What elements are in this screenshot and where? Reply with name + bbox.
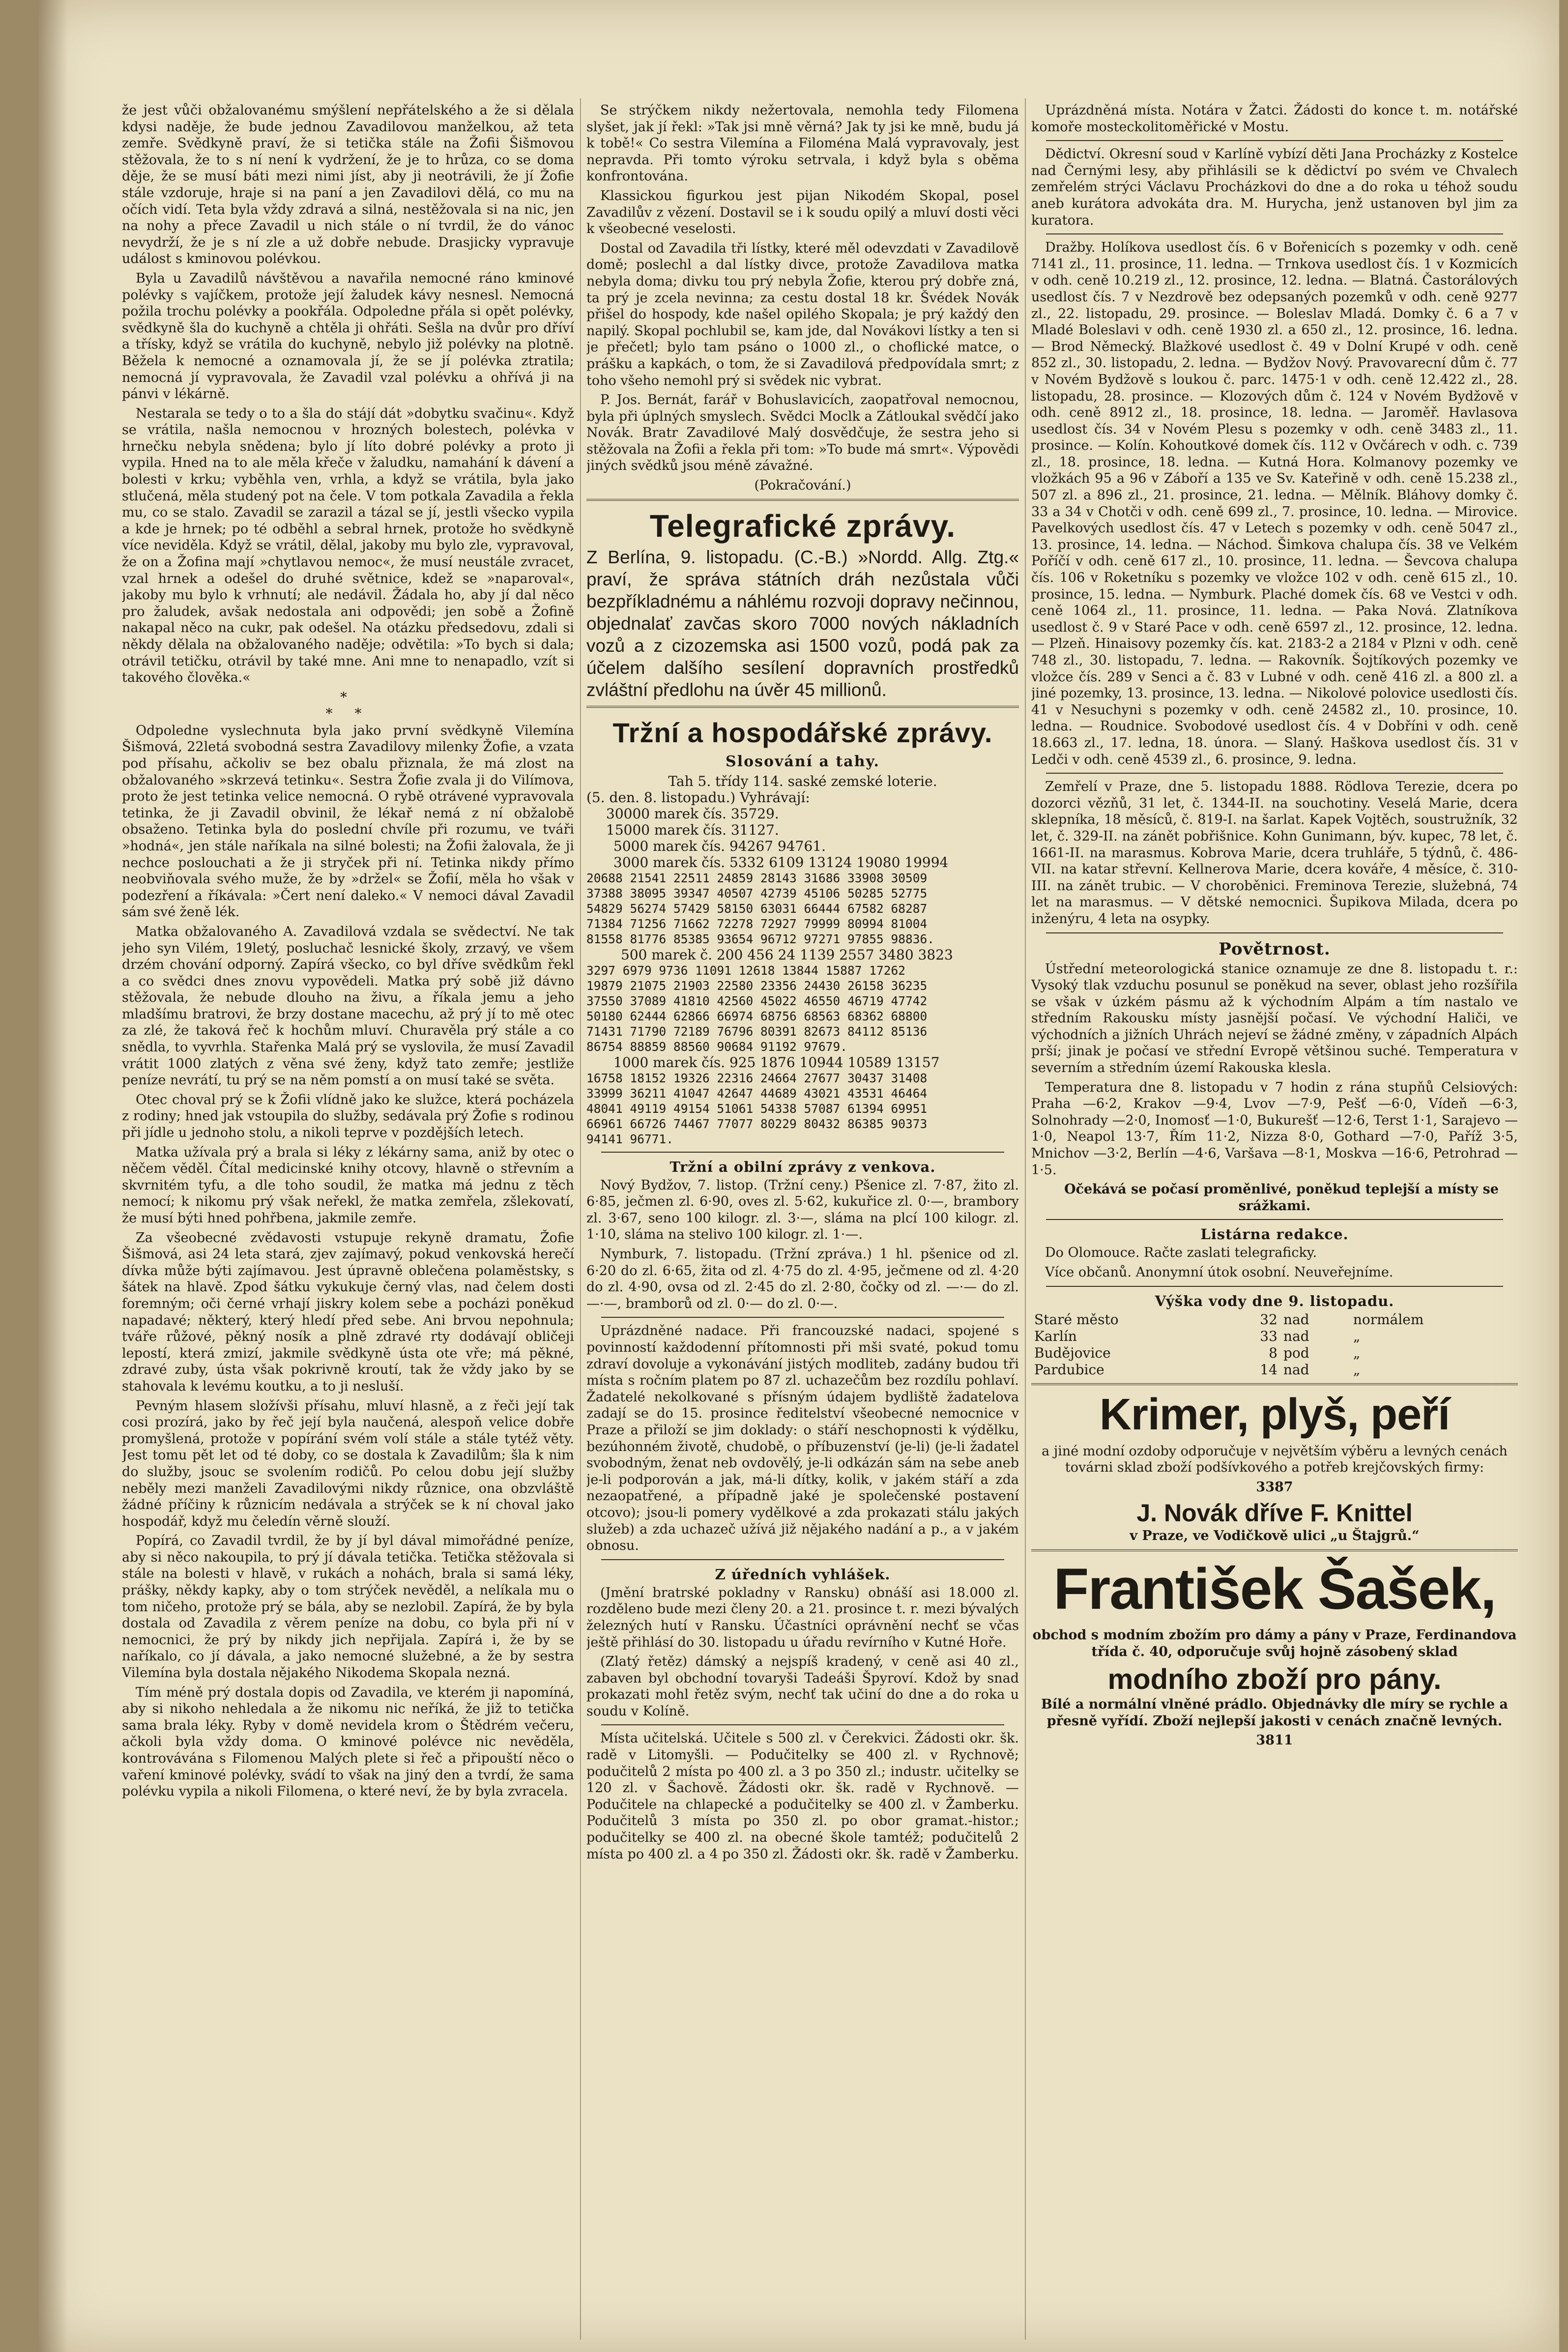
- water-station: Karlín: [1034, 1328, 1077, 1344]
- divider: [1046, 1286, 1503, 1287]
- divider: [1031, 1549, 1518, 1551]
- weather-report: Ústřední meteorologická stanice oznamuje ze dne 8. listopadu t. r.: Vysoký tlak vzduchu posunul se poněkud na sever, oblast jeho rozšířila se však v úzkém pásmu až k východním Alpám a tím nastalo ve středním Rakousku místy jasnější počasí. Ve východní Haliči, ve východních a jižních Uhrách nejeví se žádné změny, v západních Alpách prší; jinak je počasí ve střední Evropě většinou suché. Temperatura v severním a středním území Rakouska klesla.: [1031, 961, 1518, 1076]
- article-paragraph: Matka užívala prý a brala si léky z lékárny sama, aniž by otec o něčem věděl. Čítal medicinské knihy otcovy, hlavně o střevním a skvrnitém tyfu, a dle toho soudil, že matka má jednu z těch nemocí; k nikomu prý však neřekl, že matka zemřela, zšlekovatí, že musí býti hned pohřbena, jakmile zemře.: [122, 1144, 574, 1226]
- column-rule: [580, 98, 581, 2340]
- column-1: [122, 102, 574, 2341]
- water-station: Budějovice: [1034, 1344, 1111, 1361]
- teacher-posts: Místa učitelská. Učitele s 500 zl. v Čerekvici. Žádosti okr. šk. radě v Litomyšli. — Podučitelky se 400 zl. v Rychnově; podučitelů 2 místa po 400 zl. a 3 po 350 zl.; industr. učitelky se 120 zl. v Šachově. Žádosti okr. šk. radě v Rychnově. — Podučitele na chlapecké a podučitelky se 400 zl. v Žamberku. Podučitelů 3 místa po 350 zl. po obor gramat.-histor.; podučitelky se 400 zl. na obecné škole tamtéž; podučitelů 2 místa po 400 zl. a 4 po 350 zl. Žádosti okr. šk. radě v Žamberku.: [586, 1731, 1019, 1862]
- vacant-foundations: Uprázdněné nadace. Při francouzské nadaci, spojené s povinností každodenní přítomnosti při mši svaté, pokud tomu zdraví dovoluje a vykonávání jistých modliteb, zadány budou tři místa s ročním platem po 87 zl. uchazečům bez rozdílu pohlaví. Žadatelé nekolkované s přísným údajem bydliště žadatelova zadají se do 15. prosince ředitelství všeobecné nemocnice v Praze a přiloží se jim doklady: o stáří neschopnosti k výdělku, bezúhonném životě, chudobě, o příbuzenství (je-li) (je-li žadatel svobodným, ženat neb ovdovělý, je-li odkázán sám na sebe aneb je-li podporován a jak, má-li dítky, kolik, v jakém stáří a zda nezaopatřené, a případně jaké je společenské postavení otcovo); jsou-li pomery vydělkové a zda prokazati stálu jakých služeb) a zda uchazeč užívá již nějakého nadání a p., a v jakém obnosu.: [586, 1323, 1019, 1554]
- advert-address: v Praze, ve Vodičkově ulici „u Štajgrů.“: [1130, 1528, 1420, 1544]
- divider: [1031, 1383, 1518, 1385]
- lottery-subheading: Slosování a tahy.: [726, 753, 880, 770]
- divider: [1046, 932, 1503, 933]
- water-value: 8: [1269, 1344, 1278, 1361]
- article-paragraph: že jest vůči obžalovanému smýšlení nepřátelského a že si dělala kdysi naděje, že bude jednou Zavadilovou manželkou, až teta zemře. Svědkyně praví, že si tetička stále na Žofii Šišmovou stěžovala, že to s ní není k vydržení, že je to hrůza, co se doma děje, že se musí báti mezi nimi jíst, aby ji neotrávili, že jí Žofie stále vzdoruje, hraje si na paní a jen Zavadilovi dělá, co mu na očích vidí. Teta byla vždy zdravá a silná, nestěžovala si na nic, jen na nohy a přece Zavadil u nich stále o ní tvrdil, že do vánoc nevydrží, že je s ní zle a už dobře nebude. Drasjicky vypravuje událost s kminovou polévkou.: [122, 103, 574, 267]
- market-heading: Tržní a hospodářské zprávy.: [612, 717, 993, 748]
- divider: [1046, 773, 1503, 774]
- newspaper-page: [38, 0, 1559, 2352]
- advert-title: František Šašek,: [1053, 1556, 1496, 1622]
- water-value: 33: [1260, 1328, 1278, 1344]
- advert-text: obchod s modním zbožím pro dámy a pány v Praze, Ferdinandova třída č. 40, odporučuje svůj hojně zásobený sklad: [1032, 1627, 1517, 1659]
- table-row: [1031, 1362, 1518, 1378]
- advert-krimer: [1031, 1390, 1518, 1544]
- article-paragraph: Popírá, co Zavadil tvrdil, že by jí byl dával mimořádné peníze, aby si něco nakoupila, to prý jí dávala tetička. Tetička stěžovala si stále na bolesti v hlavě, v rukách a nohách, brala si samá léky, prášky, někdy kapky, aby o tom strýček nevěděl, a nelíkala mu o tom ničeho, protože prý se bála, aby se nezlobil. Zapírá, že by byla dostala od Zavadila z věrem peníze na dobu, co byla při ní v nemocnici, že prý by nikdy jich nepřijala. Zapírá i, že by se naříkalo, co jí dávala, a jako nemocné služebné, a že by sestra Vilemína byla dostala nějakého Nikodema Skopala nezná.: [122, 1533, 574, 1681]
- inheritance-notice: Dědictví. Okresní soud v Karlíně vybízí děti Jana Procházky z Kostelce nad Černými lesy, aby přihlásili se k dědictví po svém ve Chvalech zemřelém strýci Václavu Procházkovi do dne a do roka u téhož soudu aneb kurátora advokáta dra. M. Hurycha, jenž ustanoven byl jim za kuratora.: [1031, 146, 1518, 228]
- article-paragraph: Matka obžalovaného A. Zavadilová vzdala se svědectví. Ne tak jeho syn Vilém, 19letý, posluchač lesnické školy, zrzavý, ve všem drzém chování odporný. Zapírá všecko, co byl dříve svědkům řekl a co svědci dnes znovu vypovědeli. Matka prý sobě již dávno stěžovala, že nebude dlouho na živu, a říkala jemu a jeho mladšímu bratrovi, že brzy dostane macechu, až prý jí to mě otec za zlé, že taková řeč k hochům mluví. Churavěla prý stále a co snědla, to vyvrhla. Stařenka Malá prý se vyslovila, že musí Zavadil vrátit 1000 zlatých z věna své ženy, když tato zemře; jestliže peníze nevrátí, tu prý se na něm pomstí a on musí také se světa.: [122, 924, 574, 1088]
- divider: [601, 1152, 1004, 1153]
- water-ref: „: [1353, 1361, 1361, 1378]
- deaths-notice: Zemřelí v Praze, dne 5. listopadu 1888. Rödlova Terezie, dcera po dozorci vězňů, 31 let, č. 1344-II. na souchotiny. Veselá Marie, dcera sklepníka, 18 měsíců, č. 819-I. na šarlat. Kapek Vojtěch, soustružník, 32 let, č. 329-II. na zánět pobřišnice. Kohn Gunimann, býv. kupec, 78 let, č. 1661-II. na marasmus. Kobrova Marie, dcera truhláře, 5 týdnů, č. 486-VII. na katar střevní. Kellnerova Marie, dcera kováře, 4 měsíce, č. 310-III. na zánět trubic. — V choroběnici. Freminova Terezie, služebná, 74 let na marasmus. — V dětské nemocnici. Šupikova Milada, dcera po inženýru, 4 leta na osypky.: [1031, 779, 1518, 927]
- water-station: Staré město: [1034, 1311, 1119, 1328]
- lottery-head-1000: 1000 marek čís. 925 1876 10944 10589 13157: [613, 1054, 940, 1071]
- telegraph-news: [586, 546, 1019, 701]
- article-paragraph: Odpoledne vyslechnuta byla jako první svědkyně Vilemína Šišmová, 22letá svobodná sestra Zavadilovy milenky Žofie, a vzata pod přísahu, ačkoliv se bez obalu přiznala, že má zlost na obžalovaného »skrzevá tetinku«. Sestra Žofie zvala ji do Vilímova, proto že jest tetinka velice nemocná. O rybě otrávené vypravovala tetinka, že ji Zavadil obvinil, že lékař nemá z ní obžalobě obsaženo. Tetinka byla do poslední chvíle při rozumu, ve tváři »hodná«, jen stále naříkala na silné bolesti; na Žofii žalovala, že ji nechce poslouchati a že ji stryček při ní. Tetinka nikdy přímo neobviňovala svého muže, že by »držel« se Žofií, měla ho však v podezření a říkávala: »Čert není daleko.« V nemoci dával Zavadil sám své ženě lék.: [122, 723, 574, 920]
- section-stars: * * *: [325, 689, 371, 722]
- water-value: 32: [1260, 1311, 1278, 1328]
- lottery-prize: 15000 marek čís. 31127.: [606, 821, 779, 838]
- table-row: [1031, 1328, 1518, 1345]
- divider: [1046, 140, 1503, 141]
- official-heading: Z úředních vyhlášek.: [715, 1566, 891, 1583]
- article-paragraph: Otec choval prý se k Žofii vlídně jako ke služce, která pocházela z rodiny; hned jak vstoupila do služby, sedávala prý Žofie s rodinou při jídle u jednoho stolu, a nikoli teprve v pozdějších letech.: [122, 1092, 574, 1141]
- divider: [601, 1559, 1004, 1560]
- advert-number: 3387: [1256, 1479, 1293, 1495]
- column-rule: [1025, 98, 1026, 2340]
- divider: [1046, 1219, 1503, 1220]
- article-paragraph: Dostal od Zavadila tři lístky, které měl odevzdati v Zavadilově domě; poslechl a dal lístky divce, protože Zavadilova matka nebyla doma; divku tou prý nebyla Žofie, kterou prý dobře zná, ta prý je zcela nevinna; za cestu dostal 18 kr. Švédek Novák přišel do hospody, kde našel opilého Skopala; je prý každý den napilý. Skopal pochlubil se, kam jde, dal Novákovi lístky a ten si je přečetl; bylo tam psáno o 1000 zl., o choflické matce, o prášku a kapkách, o tom, že si Zavadilová předpovídala smrt; z toho všeho nemohl prý si svědek nic vybrat.: [586, 240, 1019, 388]
- article-paragraph: Tím méně prý dostala dopis od Zavadila, ve kterém ji napomíná, aby si nikoho nehledala a že nikomu nic neříká, že již to tetička sama brala léky. Ryby v domě nevidela krom o Štědrém večeru, ačkoli byla vždy doma. O kminové polévce nic nevěděla, kontrovávána s Filomenou Malých plete si řeč a připouští něco o vaření kminové polévky, svádí to však na jiný den a tvrdí, že sama polévku vypila a nikoli Filomena, o které neví, že by byla zvracela.: [122, 1684, 574, 1800]
- divider: [586, 499, 1019, 501]
- weather-report: Temperatura dne 8. listopadu v 7 hodin z rána stupňů Celsiových: Praha —6·2, Krakov —9·4, Lvov —7·9, Pešť —6·0, Vídeň —6·3, Solnohrady —2·0, Inomosť —1·0, Bukurešť —12·6, Terst 1·1, Sarajevo —1·0, Neapol 13·7, Řím 11·2, Nizza 8·0, Gothard —7·0, Paříž 3·5, Mnichov —3·2, Berlín —4·6, Varšava —8·1, Moskva —16·6, Petrohrad —1·5.: [1031, 1079, 1518, 1178]
- water-ref: „: [1353, 1328, 1361, 1344]
- water-value: 14: [1260, 1361, 1278, 1378]
- lottery-head-3000: 3000 marek čís. 5332 6109 13124 19080 19994: [613, 854, 949, 871]
- editor-heading: Listárna redakce.: [1200, 1226, 1349, 1243]
- lottery-prize: 30000 marek čís. 35729.: [606, 805, 779, 822]
- lottery-numbers-1000: 16758 18152 19326 22316 24664 27677 30437 31408 33999 36211 41047 42647 44689 43021 43531 46464 48041 49119 49154 51061 54338 57087 61394 69951 66961 66726 74467 77077 80229 80432 86385 90373 94141 96771.: [586, 1071, 928, 1146]
- water-direction: nad: [1283, 1311, 1309, 1328]
- table-row: [1031, 1345, 1518, 1362]
- article-paragraph: P. Jos. Bernát, farář v Bohuslavicích, zaopatřoval nemocnou, byla při úplných smyslech. Svědci Moclk a Zátloukal svědčí jako Novák. Bratr Zavadilové Malý dosvědčuje, že sestra jeho si stěžovala na Žofii a řekla při tom: »To bude má smrt«. Výpovědi jiných svědků jsou méně závažné.: [586, 392, 1019, 474]
- article-paragraph: Za všeobecné zvědavosti vstupuje rekyně dramatu, Žofie Šišmová, asi 24 leta stará, zjev zajímavý, pokud venkovská herečí dívka může býti zajímavou. Jest úpravně oblečena polaměstsky, s šátek na hlavě. Zpod šátku vykukuje černý vlas, nad čelem dosti foremným; oči černé vrhají jiskry kolem sebe a pocházi poněkud napadavé; některý, který hledí před sebe. Ani brvou nepohnula; tváře růžové, pěkný nosík a plně zdravé rty dodávají obličeji lepostí, která zmizí, jakmile svědkyně ústa ote vře; má pěkné, zdravé zuby, ústa však pokrivně kroutí, tak že vždy jako by se stahovala k levému koutku, a to ji nesluší.: [122, 1230, 574, 1394]
- divider: [601, 1317, 1004, 1318]
- article-paragraph: Byla u Zavadilů návštěvou a navařila nemocné ráno kminové polévky s vajíčkem, protože její žaludek kávy nesnesl. Nemocná požila trochu polévky a pookřála. Odpoledne přála si opět polévky, svědkyně šla do kuchyně a chtěla ji ohřáti. Sešla na dvůr pro dříví a třísky, když se vrátila do kuchyně, nebylo již polévky na plotně. Běžela k nemocné a oznamovala jí, že se jí polévka ztratila; nemocná jí vypravovala, že Zavadil vzal polévku a ohřívá ji na pánvi v lékárně.: [122, 270, 574, 402]
- continued-note: (Pokračování.): [754, 478, 851, 494]
- lottery-numbers-500: 3297 6979 9736 11091 12618 13844 15887 17262 19879 21075 21903 22580 23356 24430 26158 36235 37550 37089 41810 42560 45022 46550 46719 47742 50180 62444 62866 66974 68756 68563 68362 68800 71431 71790 72189 76796 80391 82673 84112 85136 86754 88859 88560 90684 91192 97679.: [586, 963, 928, 1054]
- water-station: Pardubice: [1034, 1361, 1104, 1378]
- auctions-notice: Dražby. Holíkova usedlost čís. 6 v Bořenicích s pozemky v odh. ceně 7141 zl., 11. prosince, 11. ledna. — Trnkova usedlost čís. 1 v Kozmicích v odh. ceně 10.219 zl., 12. prosince, 12. ledna. — Blatná. Častorálových usedlost čís. 7 v Nezdrově bez odepsaných pozemků v odh. ceně 9277 zl., 22. listopadu, 29. prosince. — Boleslav Mladá. Domky č. 6 a 7 v Mladé Boleslavi v odh. ceně 1930 zl. a 650 zl., 12. prosince, 16. ledna. — Brod Německý. Blažkové usedlost č. 49 v Dolní Krupé v odh. ceně 852 zl., 30. listopadu, 2. ledna. — Bydžov Nový. Pravovarecní dům č. 77 v Novém Bydžově s loukou č. parc. 1475·1 v odh. ceně 12.422 zl., 28. listopadu, 28. prosince. — Klozových dům č. 124 v Novém Bydžově v odh. ceně 8912 zl., 18. prosince, 18. ledna. — Jaroměř. Havlasova usedlost čís. 34 v Novém Plesu s pozemky v odh. ceně 3483 zl., 11. prosince. — Kolín. Kohoutkové domek čís. 112 v Ovčárech v odh. c. 739 zl., 18. prosince, 18. ledna. — Kutná Hora. Kolmanovy pozemky ve vložkách 95 a 96 v Záboří a 135 ve Sv. Kateřině v odh. ceně 15.238 zl., 507 zl. a 896 zl., 21. prosince, 21. ledna. — Mělník. Bláhovy domky č. 33 a 34 v Chotči v odh. ceně 699 zl., 7. prosince, 10. ledna. — Mirovice. Pavelkových usedlost čís. 47 v Letech s pozemky v odh. ceně 5047 zl., 13. prosince, 14. ledna. — Náchod. Šimkova chalupa čís. 38 ve Velkém Poříčí v odh. ceně 617 zl., 10. prosince, 11. ledna. — Ševcova chalupa čís. 106 v Roketníku s pozemky ve vložce 102 v odh. ceně 615 zl., 10. prosince, 15. ledna. — Nymburk. Plaché domek čís. 68 ve Vestci v odh. ceně 1064 zl., 11. prosince, 11. ledna. — Paka Nová. Zlatníkova usedlost č. 9 v Staré Pace v odh. ceně 6597 zl., 12. prosince, 12. ledna. — Plzeň. Hinaisovy pozemky čís. kat. 2183-2 a 2184 v Plzni v odh. ceně 748 zl., 30. listopadu, 7. ledna. — Rakovník. Šojtíkových pozemky ve vložce čís. 289 v Senci a č. 83 v Lubné v odh. ceně 416 zl. a 800 zl. a jiné pozemky, 13. prosince, 13. ledna. — Nikolové polovice usedlosti čís. 41 v Nesuchyni s pozemky v odh. ceně 24582 zl., 10. prosince, 10. ledna. — Roudnice. Svobodové usedlost čís. 4 v Dobříni v odh. ceně 18.663 zl., 17. ledna, 18. února. — Slaný. Haškova usedlost čís. 31 v Ledči v odh. ceně 4539 zl., 6. prosince, 9. ledna.: [1031, 240, 1518, 767]
- telegraph-heading: Telegrafické zprávy.: [649, 508, 956, 544]
- lottery-numbers-3000: 20688 21541 22511 24859 28143 31686 33908 30509 37388 38095 39347 40507 42739 45106 50285 52775 54829 56274 57429 58150 63031 66444 67582 68287 71384 71256 71662 72278 72927 79999 80994 81004 81558 81776 85385 93654 96712 97271 97855 98836.: [586, 871, 935, 946]
- table-row: [1031, 1311, 1518, 1328]
- advert-title: Krimer, plyš, peří: [1099, 1390, 1450, 1439]
- lottery-prize: 5000 marek čís. 94267 94761.: [613, 838, 826, 854]
- water-table: [1031, 1311, 1518, 1378]
- water-ref: „: [1353, 1344, 1361, 1361]
- telegraph-text: Z Berlína, 9. listopadu. (C.-B.) »Nordd. Allg. Ztg.« praví, že správa státních dráh nezůstala vůči bezpříkladnému a náhlému rozvoji dopravy nečinnou, objednalať zavčas skoro 7000 nových nákladních vozů a z cizozemska asi 1500 vozů, podá pak za účelem dalšího sesílení dopravních prostředků zvláštní předlohu na úvěr 45 millionů.: [586, 547, 1019, 700]
- editor-note: Více občanů. Anonymní útok osobní. Neuveřejníme.: [1045, 1265, 1394, 1280]
- grain-heading: Tržní a obilní zprávy z venkova.: [669, 1158, 936, 1175]
- divider: [586, 706, 1019, 708]
- grain-report: Nymburk, 7. listopadu. (Tržní zpráva.) 1 hl. pšenice od zl. 6·20 do zl. 6·65, žita od zl. 4·75 do zl. 4·95, ječmene od zl. 4·20 do zl. 4·90, ovsa od zl. 2·45 do zl. 2·80, čočky od zl. —·— do zl. —·—, bramborů od zl. 0·— do zl. 0·—.: [586, 1247, 1019, 1311]
- water-direction: nad: [1283, 1328, 1309, 1344]
- advert-sasek: [1031, 1557, 1518, 1749]
- official-notice: (Jmění bratrské pokladny v Ransku) obnáší asi 18.000 zl. rozděleno bude mezi členy 20. a 21. prosince t. r. mezi bývalých železných hutí v Ransku. Účastníci oprávnění nechť se včas ještě přihlásí do 30. listopadu u úřadu revírního v Kutné Hoře.: [586, 1585, 1019, 1650]
- column-2: [586, 102, 1019, 2341]
- water-ref: normálem: [1353, 1311, 1424, 1328]
- water-direction: nad: [1283, 1361, 1309, 1378]
- water-levels: [1031, 1311, 1518, 1378]
- divider: [601, 1724, 1004, 1725]
- divider: [1046, 233, 1503, 234]
- water-direction: pod: [1283, 1344, 1309, 1361]
- advert-text: a jiné modní ozdoby odporučuje v největším výběru a levných cenách továrni sklad zboží podšívkového a potřeb krejčovských firmy:: [1042, 1443, 1508, 1476]
- grain-report: Nový Bydžov, 7. listop. (Tržní ceny.) Pšenice zl. 7·87, žito zl. 6·85, ječmen zl. 6·90, oves zl. 5·62, kukuřice zl. 0·—, brambory zl. 3·67, seno 100 kilogr. zl. 3·—, sláma na plcí 100 kilogr. zl. 1·10, sláma na stelivo 100 kilogr. zl. 1·—.: [586, 1177, 1019, 1243]
- column-3: [1031, 102, 1518, 2341]
- advert-footer: Bílé a normální vlněné prádlo. Objednávky dle míry se rychle a přesně vyřídí. Zboží nejlepší jakosti v cenách značně levných.: [1041, 1697, 1509, 1729]
- water-heading: Výška vody dne 9. listopadu.: [1155, 1292, 1394, 1309]
- editor-note: Do Olomouce. Račte zaslati telegraficky.: [1045, 1245, 1317, 1261]
- vacant-posts: Uprázdněná místa. Notára v Žatci. Žádosti do konce t. m. notářské komoře mosteckolitoměřické v Mostu.: [1031, 103, 1518, 135]
- article-paragraph: Klassickou figurkou jest pijan Nikodém Skopal, posel Zavadilův z vězení. Dostavil se i k soudu opilý a mluví dosti věci k všeobecné veselosti.: [586, 188, 1019, 237]
- article-paragraph: Pevným hlasem složívši přísahu, mluví hlasně, a z řeči její tak cosi prozírá, jako by řeč její byla naučená, alespoň velice dobře promyšlená, protože v popírání svém volí stále a stále tytéž věty. Jest tomu pět let od té doby, co se dostala k Zavadilům; šla k nim do služby, jsouc se svolením rodičů. Po celou dobu její služby neběly mezi manželi Zavadilovými nikdy různice, ona obzvláště žádné příčiny k různicím nedávala a strýček se k ní choval jako hospodář, když mu čeledín věrně slouží.: [122, 1398, 574, 1529]
- advert-headline: modního zboží pro pány.: [1107, 1663, 1442, 1696]
- lottery-intro-date: (5. den. 8. listopadu.) Vyhrávají:: [586, 789, 810, 806]
- advert-firm: J. Novák dříve F. Knittel: [1136, 1499, 1413, 1527]
- article-paragraph: Nestarala se tedy o to a šla do stájí dát »dobytku svačinu«. Když se vrátila, našla nemocnou v hrozných bolestech, polévka v hrnečku nebyla snědena; bylo jí líto dobré polévky a proto ji vypila. Hned na to ale měla křeče v žaludku, namahání k dávení a bolesti v krku; vyběhla ven, vrhla, a když se vrátila, byla jako stlučená, měla studený pot na čele. V tom potkala Zavadila a řekla mu, co se stalo. Zavadil se zarazil a tázal se jí, jestli všecko vypila a kde je hrnek; po té odběhl a sebral hrnek, protože ho svědkyně více neviděla. Když se vrátil, dělal, jakoby mu bylo zle, vypravoval, že on a Žofina mají »chytlavou nemoc«, že musí neustále zvracet, vzal hrnek a odešel do druhé světnice, kdež se »naparoval«, jakoby mu bylo k vrhnutí; ale nedávil. Žádala ho, aby jí dal něco pro žaludek, avšak nedostala ani odpovědi; jen sobě a Žofině nakapal něco na cukr, pak odešel. Na otázku předsedovu, zdali si někdy dělala na obžalovaného naděje; odvětila: »To bych si dala; otrávil tetičku, otrávil by také mne. Ani mne to nenapadlo, vzít si takového člověka.«: [122, 406, 574, 686]
- weather-heading: Povětrnost.: [1219, 939, 1331, 959]
- advert-number: 3811: [1256, 1733, 1293, 1748]
- lottery-intro: Tah 5. třídy 114. saské zemské loterie.: [668, 773, 937, 789]
- lottery-head-500: 500 marek č. 200 456 24 1139 2557 3480 3823: [621, 946, 953, 963]
- weather-forecast: Očekává se počasí proměnlivé, poněkud teplejší a místy se srážkami.: [1064, 1182, 1499, 1214]
- official-notice: (Zlatý řetěz) dámský a nejspíš kradený, v ceně asi 40 zl., zabaven byl obchodní tovaryši Tadeáši Špyroví. Kdož by snad prokazati mohl řetěz svým, nechť tak učiní do dne a do roka u soudu v Kolíně.: [586, 1654, 1019, 1719]
- article-paragraph: Se strýčkem nikdy nežertovala, nemohla tedy Filomena slyšet, jak jí řekl: »Tak jsi mně věrná? Jak ty jsi ke mně, budu já k tobě!« Co sestra Vilemína a Filoména Malá vypravovaly, jest nepravda. Při tomto výroku setrvala, i když byla s oběma konfrontována.: [586, 103, 1019, 184]
